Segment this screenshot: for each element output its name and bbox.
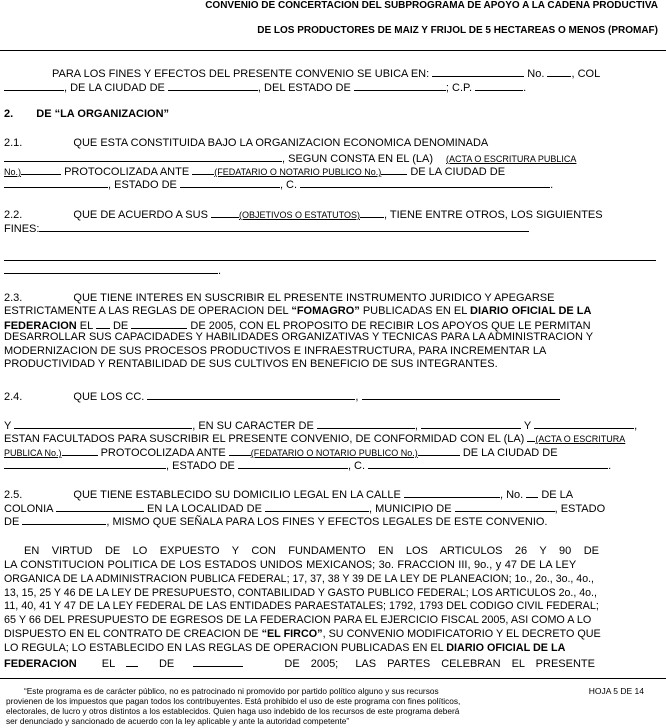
section-2-4-number: 2.4.: [4, 391, 23, 403]
section-2-2-rest: , TIENE ENTRE OTROS, LOS SIGUIENTES: [383, 209, 603, 221]
federacion-label-2: FEDERACION: [4, 658, 77, 670]
ciudad-blank[interactable]: [4, 177, 108, 188]
ciudad-blank-2[interactable]: [4, 458, 166, 469]
header-title-line2: DE LOS PRODUCTORES DE MAIZ Y FRIJOL DE 5 HECTAREAS O MENOS (PROMAF): [257, 25, 658, 36]
acta-escritura-label: (ACTA O ESCRITURA PUBLICA: [446, 154, 577, 164]
section-2-4-line-1: 2.4. QUE LOS CC. ,: [4, 389, 560, 404]
virtud-line-6: 65 Y 66 DEL PRESUPUESTO DE EGRESOS DE LA FEDERACION PARA EL EJERCICIO FISCAL 2005, ASI COMO A LO: [4, 614, 592, 626]
section-2-5-line-3: [4, 514, 548, 529]
footnote: [6, 686, 496, 726]
section-2-3-line-6: PRODUCTIVIDAD Y RENTABILIDAD DE SUS CULTIVOS EN BENEFICIO DE SUS INTEGRANTES.: [4, 358, 498, 370]
virtud-text-7b: , SU CONVENIO MODIFICATORIO Y EL DECRETO QUE: [322, 628, 601, 640]
y-label: Y: [4, 420, 12, 432]
cc-name-blank-3[interactable]: [14, 418, 192, 429]
ciudad-label-2: DE LA CIUDAD DE: [462, 447, 558, 459]
el-label: EL: [79, 320, 93, 332]
fomagro-label: “FOMAGRO”: [291, 305, 360, 317]
section-2-2-line-1: [4, 207, 603, 222]
address-state-label: , DEL ESTADO DE: [257, 82, 351, 94]
address-label: PARA LOS FINES Y EFECTOS DEL PRESENTE CONVENIO SE UBICA EN:: [52, 68, 430, 80]
estado-label-2: , ESTADO DE: [166, 460, 235, 472]
no-label: , No.: [499, 489, 524, 501]
fedatario-label-2: (FEDATARIO O NOTARIO PUBLICO No.): [250, 448, 418, 458]
section-2-title: DE “LA ORGANIZACION”: [36, 108, 170, 120]
cc-name-blank-2[interactable]: [362, 389, 560, 400]
address-line-2: , DE LA CIUDAD DE , DEL ESTADO DE ; C.P. .: [4, 80, 526, 95]
section-2-4-line-3: [4, 431, 625, 446]
y-label-2: Y: [523, 420, 532, 432]
section-2-5-line-1: [4, 487, 573, 502]
virtud-line-8: [4, 642, 565, 655]
address-colonia-blank[interactable]: [4, 80, 64, 91]
virtud-line-1: EN VIRTUD DE LO EXPUESTO Y CON FUNDAMENTO EN LOS ARTICULOS 26 Y 90 DE: [24, 545, 599, 557]
section-2-3-text-2a: ESTRICTAMENTE A LAS REGLAS DE OPERACION DEL: [4, 305, 289, 317]
fines-blank-2[interactable]: [4, 250, 656, 261]
fedatario-lead-blank[interactable]: [192, 164, 214, 175]
address-col-label: , COL: [571, 68, 601, 80]
c-label: , C.: [279, 179, 298, 191]
address-city-label: , DE LA CIUDAD DE: [64, 82, 165, 94]
colonia-label: COLONIA: [4, 503, 53, 515]
section-2-number: 2.: [4, 108, 14, 120]
day-blank[interactable]: [96, 318, 110, 329]
protocolizada-label: PROTOCOLIZADA ANTE: [64, 166, 190, 178]
address-city-blank[interactable]: [168, 80, 258, 91]
footnote-line-2: provienen de los impuestos que pagan todos los contribuyentes. Está prohibido el uso de este programa con fines políticos,: [6, 696, 461, 706]
firco-label: “EL FIRCO”: [261, 628, 323, 640]
c-blank-2[interactable]: [368, 458, 608, 469]
header-rule: [0, 50, 666, 51]
diario-oficial-label-2: DIARIO OFICIAL DE LA: [446, 642, 566, 654]
fines-blank-1[interactable]: [39, 221, 529, 232]
section-2-3-text-2b: PUBLICADAS EN EL: [362, 305, 467, 317]
section-2-3-line-4: DESARROLLAR SUS CAPACIDADES Y HABILIDADES ORGANIZATIVAS Y TECNICAS PARA LA ADMINISTRACION Y: [4, 331, 594, 343]
objetivos-label: (OBJETIVOS O ESTATUTOS): [238, 210, 360, 220]
virtud-line-9: [4, 656, 595, 671]
month-blank-2[interactable]: [193, 656, 243, 667]
estado-label: , ESTADO DE: [108, 179, 177, 191]
address-street-blank[interactable]: [432, 66, 524, 77]
section-2-3-line-5: MODERNIZACION DE SUS PROCESOS PRODUCTIVOS E INFRAESTRUCTURA, PARA INCREMENTAR LA: [4, 345, 547, 357]
section-2-3-line-2: [4, 305, 591, 318]
de-label-3: DE: [158, 658, 175, 670]
organization-name-blank[interactable]: [4, 151, 282, 162]
no-blank[interactable]: [526, 487, 538, 498]
section-2-3-text-3c: DE 2005, CON EL PROPOSITO DE RECIBIR LOS APOYOS QUE LE PERMITAN: [190, 320, 591, 332]
de-la-label: DE LA: [541, 489, 574, 501]
publica-no-blank[interactable]: [62, 445, 98, 456]
caracter-blank-2[interactable]: [421, 418, 521, 429]
ciudad-label: DE LA CIUDAD DE: [410, 166, 506, 178]
section-2-4-line-5: , ESTADO DE , C. .: [4, 458, 611, 473]
virtud-line-5: 11, 40, 41 Y 47 DE LA LEY FEDERAL DE LAS ENTIDADES PARAESTATALES; 1792, 1793 DEL CODIGO CIVIL FEDERAL;: [4, 600, 599, 612]
localidad-blank[interactable]: [265, 501, 369, 512]
municipio-blank[interactable]: [455, 501, 555, 512]
virtud-text-8a: LO REGULA; LO ESTABLECIDO EN LAS REGLAS DE OPERACION PUBLICADAS EN EL: [4, 642, 444, 654]
section-2-3-number: 2.3.: [4, 292, 23, 304]
section-2-5-number: 2.5.: [4, 489, 23, 501]
address-line-1: [52, 66, 600, 81]
estado-blank-2[interactable]: [238, 458, 348, 469]
section-2-4-line-2: Y , EN SU CARACTER DE , Y ,: [4, 420, 638, 432]
section-2-5-text: QUE TIENE ESTABLECIDO SU DOMICILIO LEGAL EN LA CALLE: [73, 489, 401, 501]
fines-blank-3[interactable]: [4, 263, 218, 274]
cc-name-blank-1[interactable]: [147, 389, 355, 400]
section-2-1-text: QUE ESTA CONSTITUIDA BAJO LA ORGANIZACION ECONOMICA DENOMINADA: [73, 137, 489, 149]
section-2-2-number: 2.2.: [4, 209, 23, 221]
protocolizada-label-2: PROTOCOLIZADA ANTE: [100, 447, 226, 459]
publica-no-label: PUBLICA No.): [4, 448, 62, 458]
virtud-line-2: LA CONSTITUCION POLITICA DE LOS ESTADOS UNIDOS MEXICANOS; 3o. FRACCION III, 9o., y 47 DE LA LEY: [4, 559, 577, 571]
objetivos-lead-blank[interactable]: [211, 207, 239, 218]
section-2-1-number: 2.1.: [4, 137, 23, 149]
address-cp-label: ; C.P.: [445, 82, 472, 94]
federacion-label: FEDERACION: [4, 320, 77, 332]
section-2-3-line-1: [4, 292, 554, 305]
municipio-label: , MUNICIPIO DE: [369, 503, 452, 515]
estado-blank-3[interactable]: [22, 514, 106, 525]
section-2-2-line-2: [4, 221, 529, 236]
caracter-label: , EN SU CARACTER DE: [192, 420, 314, 432]
address-state-blank[interactable]: [354, 80, 446, 91]
footnote-line-4: ser denunciado y sancionado de acuerdo con la ley aplicable y ante la autoridad competente”: [6, 716, 350, 726]
address-no-blank[interactable]: [547, 66, 571, 77]
el-label-2: EL: [101, 658, 115, 670]
c-label-2: , C.: [347, 460, 366, 472]
objetivos-blank[interactable]: [360, 207, 384, 218]
diario-oficial-label: DIARIO OFICIAL DE LA: [470, 305, 592, 317]
section-2-2-line-4: .: [4, 263, 221, 278]
fines-label: FINES:: [4, 223, 40, 235]
day-blank-2[interactable]: [126, 656, 138, 667]
de-label: DE: [112, 320, 129, 332]
caracter-blank-3[interactable]: [534, 418, 634, 429]
fedatario-lead-blank-2[interactable]: [229, 445, 251, 456]
acta-no-blank[interactable]: [21, 164, 61, 175]
footer-rule: [0, 678, 666, 679]
virtud-line-3: ORGANICA DE LA ADMINISTRACION PUBLICA FEDERAL; 17, 37, 38 Y 39 DE LA LEY DE PLANEACION; 1o., 2o., 3o., 4o.,: [4, 573, 594, 585]
caracter-blank-1[interactable]: [317, 418, 415, 429]
page-number: HOJA 5 DE 14: [588, 686, 644, 696]
colonia-blank[interactable]: [56, 501, 144, 512]
calle-blank[interactable]: [404, 487, 500, 498]
virtud-line-7: [4, 628, 601, 641]
c-blank[interactable]: [300, 177, 550, 188]
section-2-1-line-4: , ESTADO DE , C. .: [4, 177, 553, 192]
section-2-heading: [4, 108, 169, 121]
section-2-3-text-1: QUE TIENE INTERES EN SUSCRIBIR EL PRESENTE INSTRUMENTO JURIDICO Y APEGARSE: [73, 292, 555, 304]
section-2-1-consta: , SEGUN CONSTA EN EL (LA): [282, 153, 433, 165]
header-title-line1: CONVENIO DE CONCERTACION DEL SUBPROGRAMA DE APOYO A LA CADENA PRODUCTIVA: [205, 0, 658, 11]
section-2-5-rest: , MISMO QUE SEÑALA PARA LOS FINES Y EFECTOS LEGALES DE ESTE CONVENIO.: [106, 516, 548, 528]
de-label-2: DE: [4, 516, 20, 528]
fedatario-label: (FEDATARIO O NOTARIO PUBLICO No.): [214, 167, 382, 177]
estado-label-3: , ESTADO: [554, 503, 606, 515]
section-2-4-estan: ESTAN FACULTADOS PARA SUSCRIBIR EL PRESENTE CONVENIO, DE CONFORMIDAD CON EL (LA): [4, 433, 525, 445]
section-2-4-text: QUE LOS CC.: [73, 391, 145, 403]
footnote-line-3: electorales, de lucro y otros distintos a los establecidos. Quien haga uso indebido de los recursos de este programa deberá: [6, 706, 460, 716]
address-cp-blank[interactable]: [475, 80, 523, 91]
estado-blank[interactable]: [180, 177, 280, 188]
footnote-line-1: “Este programa es de carácter público, no es patrocinado ni promovido por partido político alguno y sus recursos: [24, 686, 439, 696]
de-2005-label: DE 2005;: [284, 658, 339, 670]
virtud-end: LAS PARTES CELEBRAN EL PRESENTE: [355, 658, 595, 670]
fedatario-blank[interactable]: [381, 164, 407, 175]
month-blank[interactable]: [131, 318, 187, 329]
virtud-text-7a: DISPUESTO EN EL CONTRATO DE CREACION DE: [4, 628, 259, 640]
section-2-1-line-1: [4, 137, 488, 150]
section-2-2-text: QUE DE ACUERDO A SUS: [73, 209, 208, 221]
virtud-line-4: 13, 15, 25 Y 46 DE LA LEY DE PRESUPUESTO, CONTABILIDAD Y GASTO PUBLICO FEDERAL; LOS ARTICULOS 2o., 4o.,: [4, 587, 597, 599]
fedatario-blank-2[interactable]: [418, 445, 460, 456]
address-no-label: No.: [527, 68, 545, 80]
localidad-label: EN LA LOCALIDAD DE: [147, 503, 262, 515]
acta-no-label: No.): [4, 167, 22, 177]
acta-escritura-label-2: (ACTA O ESCRITURA: [535, 434, 626, 444]
